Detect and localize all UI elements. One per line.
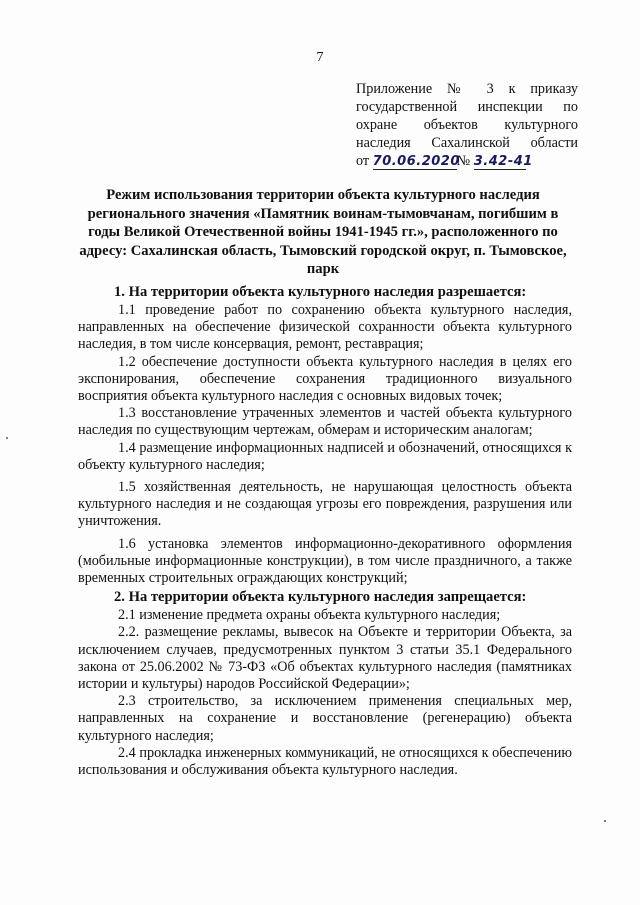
order-number: 3.42-41	[473, 154, 533, 169]
section-1-item: 1.1 проведение работ по сохранению объекта культурного наследия, направленных на обеспечение физической сохранности объекта культурного наследия, в том числе консервация, ремонт, реставрация;	[78, 302, 572, 353]
order-date: 70.06.2020	[372, 154, 460, 169]
section-1-item: 1.6 установка элементов информационно-декоративного оформления (мобильные информационные конструкции), в том числе праздничного, а также временных строительных ограждающих конструкций;	[78, 535, 572, 587]
section-2-item: 2.4 прокладка инженерных коммуникаций, не относящихся к обеспечению использования и обслуживания объекта культурного наследия.	[78, 744, 572, 779]
section-2-item: 2.2. размещение рекламы, вывесок на Объекте и территории Объекта, за исключением случаев, предусмотренных пунктом 3 статьи 35.1 Федерального закона от 25.06.2002 № 73-ФЗ «Об объектах культурного наследия (памятниках истории и культуры) народов Российской Федерации»;	[78, 624, 572, 693]
document-title: Режим использования территории объекта культурного наследия регионального значения «Памятник воинам-тымовчанам, погибшим в годы Великой Отечественной войны 1941-1945 гг.», расположенного по адресу: Сахалинская область, Тымовский городской округ, п. Тымовское, парк	[79, 187, 567, 277]
appendix-header	[356, 80, 578, 170]
appendix-date-line	[356, 152, 578, 170]
section-1-heading: 1. На территории объекта культурного наследия разрешается:	[114, 284, 527, 300]
appendix-line: Приложение № 3 к приказу	[356, 81, 578, 97]
section-1-item: 1.3 восстановление утраченных элементов и частей объекта культурного наследия по существующим чертежам, обмерам и историческим аналогам;	[78, 405, 572, 439]
section-1-item: 1.5 хозяйственная деятельность, не нарушающая целостность объекта культурного наследия и не создающая угрозы его повреждения, разрушения или уничтожения.	[78, 479, 572, 530]
appendix-line: государственной инспекции по	[356, 99, 578, 115]
number-sign: №	[456, 153, 471, 169]
scan-speck	[6, 437, 8, 439]
section-2-item: 2.1 изменение предмета охраны объекта культурного наследия;	[118, 607, 501, 624]
from-prefix: от	[356, 153, 370, 169]
scan-speck	[604, 820, 606, 822]
section-1-item: 1.2 обеспечение доступности объекта культурного наследия в целях его экспонирования, обеспечение сохранения традиционного визуального восприятия объекта культурного наследия с основных видовых точек;	[78, 353, 572, 405]
appendix-line: охране объектов культурного	[356, 117, 578, 133]
section-1-item: 1.4 размещение информационных надписей и обозначений, относящихся к объекту культурного наследия;	[78, 439, 572, 473]
section-2-heading: 2. На территории объекта культурного наследия запрещается:	[114, 589, 527, 606]
page-number: 7	[316, 50, 324, 65]
section-2-item: 2.3 строительство, за исключением применения специальных мер, направленных на сохранение и восстановление (регенерацию) объекта культурного наследия;	[78, 693, 572, 744]
document-body	[78, 282, 572, 779]
appendix-line: наследия Сахалинской области	[356, 135, 578, 151]
